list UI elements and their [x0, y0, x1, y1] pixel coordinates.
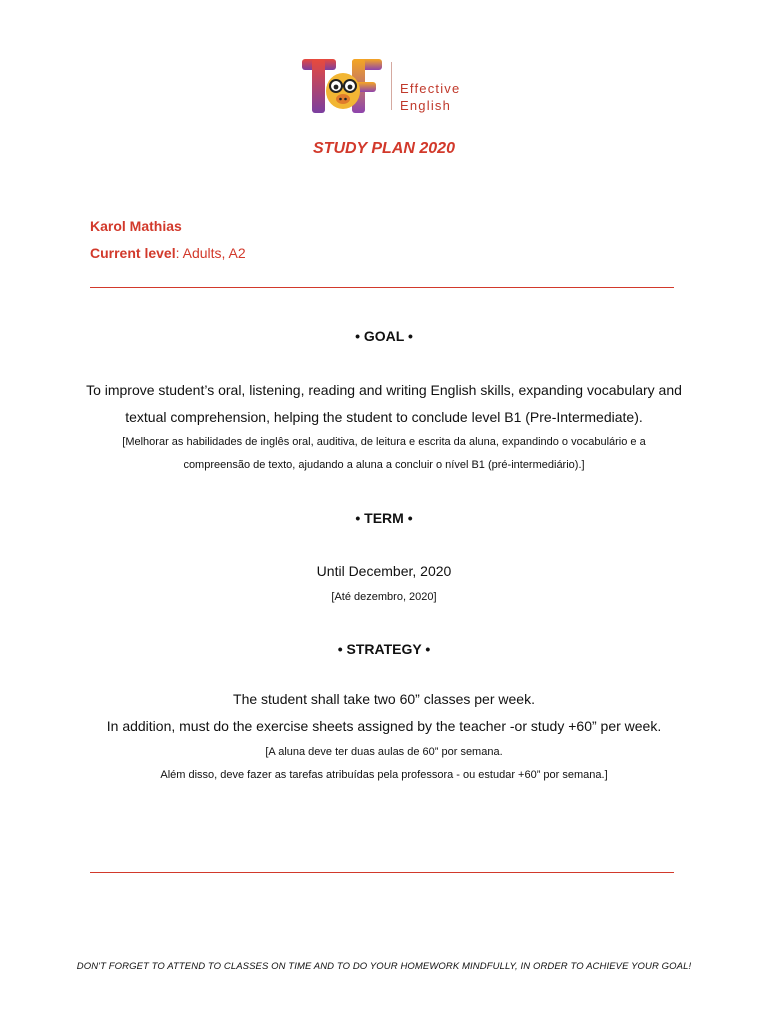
- logo-line-1: Effective: [400, 81, 461, 96]
- term-heading: • TERM •: [355, 510, 413, 526]
- strategy-text-pt: [80, 741, 688, 787]
- footer-reminder: DON'T FORGET TO ATTEND TO CLASSES ON TIME AND TO DO YOUR HOMEWORK MINDFULLY, IN ORDER TO ACHIEVE YOUR GOAL!: [76, 961, 692, 972]
- logo-wordmark: [400, 80, 460, 114]
- goal-en-line-1: To improve student’s oral, listening, reading and writing English skills, expanding vocabulary and: [86, 382, 682, 398]
- strategy-pt-line-1: [A aluna deve ter duas aulas de 60” por semana.: [265, 746, 503, 758]
- goal-text-en: [80, 377, 688, 431]
- goal-pt-line-2: compreensão de texto, ajudando a aluna a concluir o nível B1 (pré-intermediário).]: [183, 459, 585, 471]
- tof-logo-icon: [302, 58, 384, 114]
- current-level: [90, 245, 246, 261]
- student-name: Karol Mathias: [90, 218, 182, 234]
- goal-en-line-2: textual comprehension, helping the student to conclude level B1 (Pre-Intermediate).: [125, 409, 643, 425]
- top-divider: [90, 287, 674, 288]
- strategy-heading: • STRATEGY •: [337, 641, 431, 657]
- goal-heading: • GOAL •: [355, 328, 413, 344]
- term-text-pt: [Até dezembro, 2020]: [331, 591, 437, 603]
- goal-pt-line-1: [Melhorar as habilidades de inglês oral, auditiva, de leitura e escrita da aluna, expandindo o vocabulário e a: [122, 436, 646, 448]
- strategy-text-en: [80, 686, 688, 740]
- brand-logo: [302, 58, 482, 118]
- goal-text-pt: [80, 431, 688, 477]
- term-text-en: Until December, 2020: [316, 563, 452, 579]
- logo-separator: [391, 62, 392, 110]
- current-level-value: : Adults, A2: [175, 245, 246, 261]
- bottom-divider: [90, 872, 674, 873]
- strategy-en-line-2: In addition, must do the exercise sheets assigned by the teacher -or study +60” per week.: [106, 718, 662, 734]
- strategy-pt-line-2: Além disso, deve fazer as tarefas atribuídas pela professora - ou estudar +60” por semana.]: [160, 769, 608, 781]
- strategy-en-line-1: The student shall take two 60” classes per week.: [233, 691, 535, 707]
- logo-line-2: English: [400, 98, 452, 113]
- page-title: STUDY PLAN 2020: [313, 140, 455, 157]
- current-level-label: Current level: [90, 245, 176, 261]
